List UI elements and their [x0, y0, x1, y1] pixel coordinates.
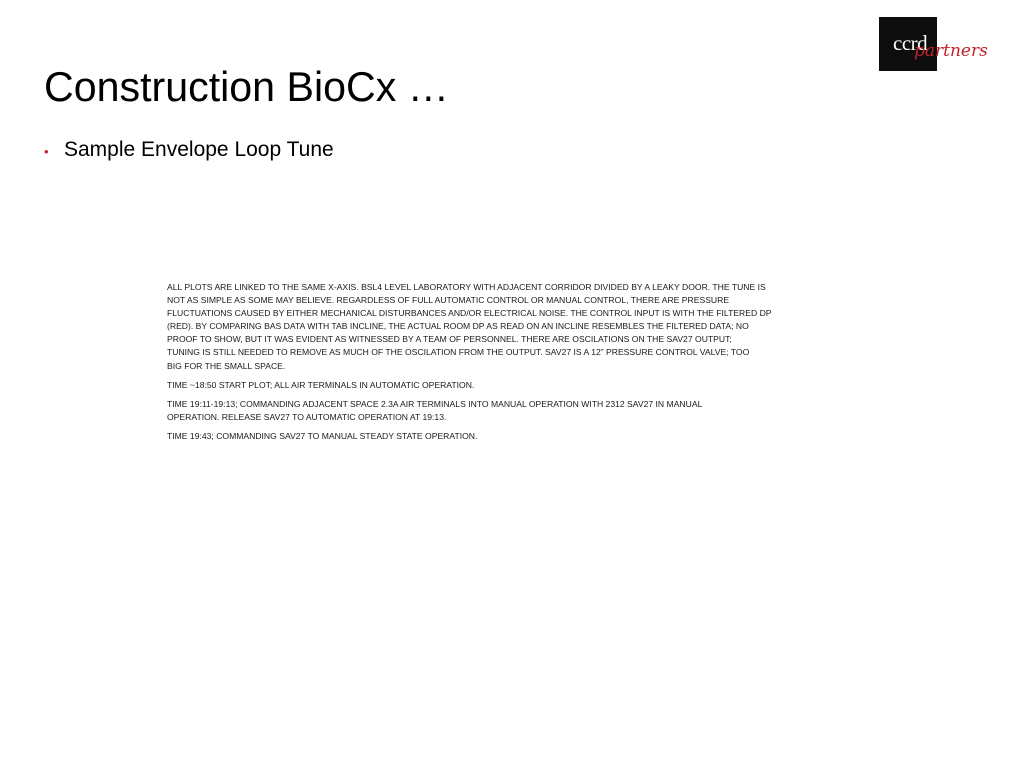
bullet-text: Sample Envelope Loop Tune — [64, 138, 334, 161]
logo-text-ccrd: ccrd — [893, 31, 928, 55]
notes-time-line: OPERATION. RELEASE SAV27 TO AUTOMATIC OPERATION AT 19:13. — [167, 411, 447, 422]
notes-time-1943 — [167, 430, 892, 443]
notes-time-1911 — [167, 398, 892, 424]
notes-intro-line: (RED). BY COMPARING BAS DATA WITH TAB INCLINE, THE ACTUAL ROOM DP AS READ ON AN INCLINE RESEMBLES THE FILTERED DATA; NO — [167, 321, 749, 332]
company-logo — [879, 17, 999, 71]
slide-title: Construction BioCx … — [44, 63, 449, 110]
notes-intro-line: PROOF TO SHOW, BUT IT WAS EVIDENT AS WITNESSED BY A TEAM OF PERSONNEL. THERE ARE OSCILATIONS ON THE SAV27 OUTPUT; — [167, 334, 732, 345]
notes-time-1850 — [167, 379, 892, 392]
notes-intro-line: ALL PLOTS ARE LINKED TO THE SAME X-AXIS. BSL4 LEVEL LABORATORY WITH ADJACENT CORRIDOR DIVIDED BY A LEAKY DOOR. THE TUNE IS — [167, 282, 766, 292]
notes-intro-line: BIG FOR THE SMALL SPACE. — [167, 360, 286, 371]
bullet-list — [44, 138, 334, 162]
notes-text-block — [167, 281, 892, 449]
notes-time-line: TIME 19:43; COMMANDING SAV27 TO MANUAL STEADY STATE OPERATION. — [167, 430, 478, 441]
notes-intro-line: TUNING IS STILL NEEDED TO REMOVE AS MUCH OF THE OSCILATION FROM THE OUTPUT. SAV27 IS A 12” PRESSURE CONTROL VALVE; TOO — [167, 347, 750, 358]
bullet-marker: • — [44, 144, 49, 159]
bullet-item — [44, 138, 334, 162]
notes-intro-line: FLUCTUATIONS CAUSED BY EITHER MECHANICAL DISTURBANCES AND/OR ELECTRICAL NOISE. THE CONTROL INPUT IS WITH THE FILTERED DP — [167, 308, 772, 319]
notes-intro-line: NOT AS SIMPLE AS SOME MAY BELIEVE. REGARDLESS OF FULL AUTOMATIC CONTROL OR MANUAL CONTROL, THERE ARE PRESSURE — [167, 295, 730, 306]
notes-time-line: TIME 19:11-19:13; COMMANDING ADJACENT SPACE 2.3A AIR TERMINALS INTO MANUAL OPERATION WITH 2312 SAV27 IN MANUAL — [167, 398, 703, 409]
notes-intro-paragraph — [167, 281, 892, 373]
notes-time-line: TIME ~18:50 START PLOT; ALL AIR TERMINALS IN AUTOMATIC OPERATION. — [167, 379, 475, 390]
logo-text-partners: partners — [914, 41, 988, 61]
